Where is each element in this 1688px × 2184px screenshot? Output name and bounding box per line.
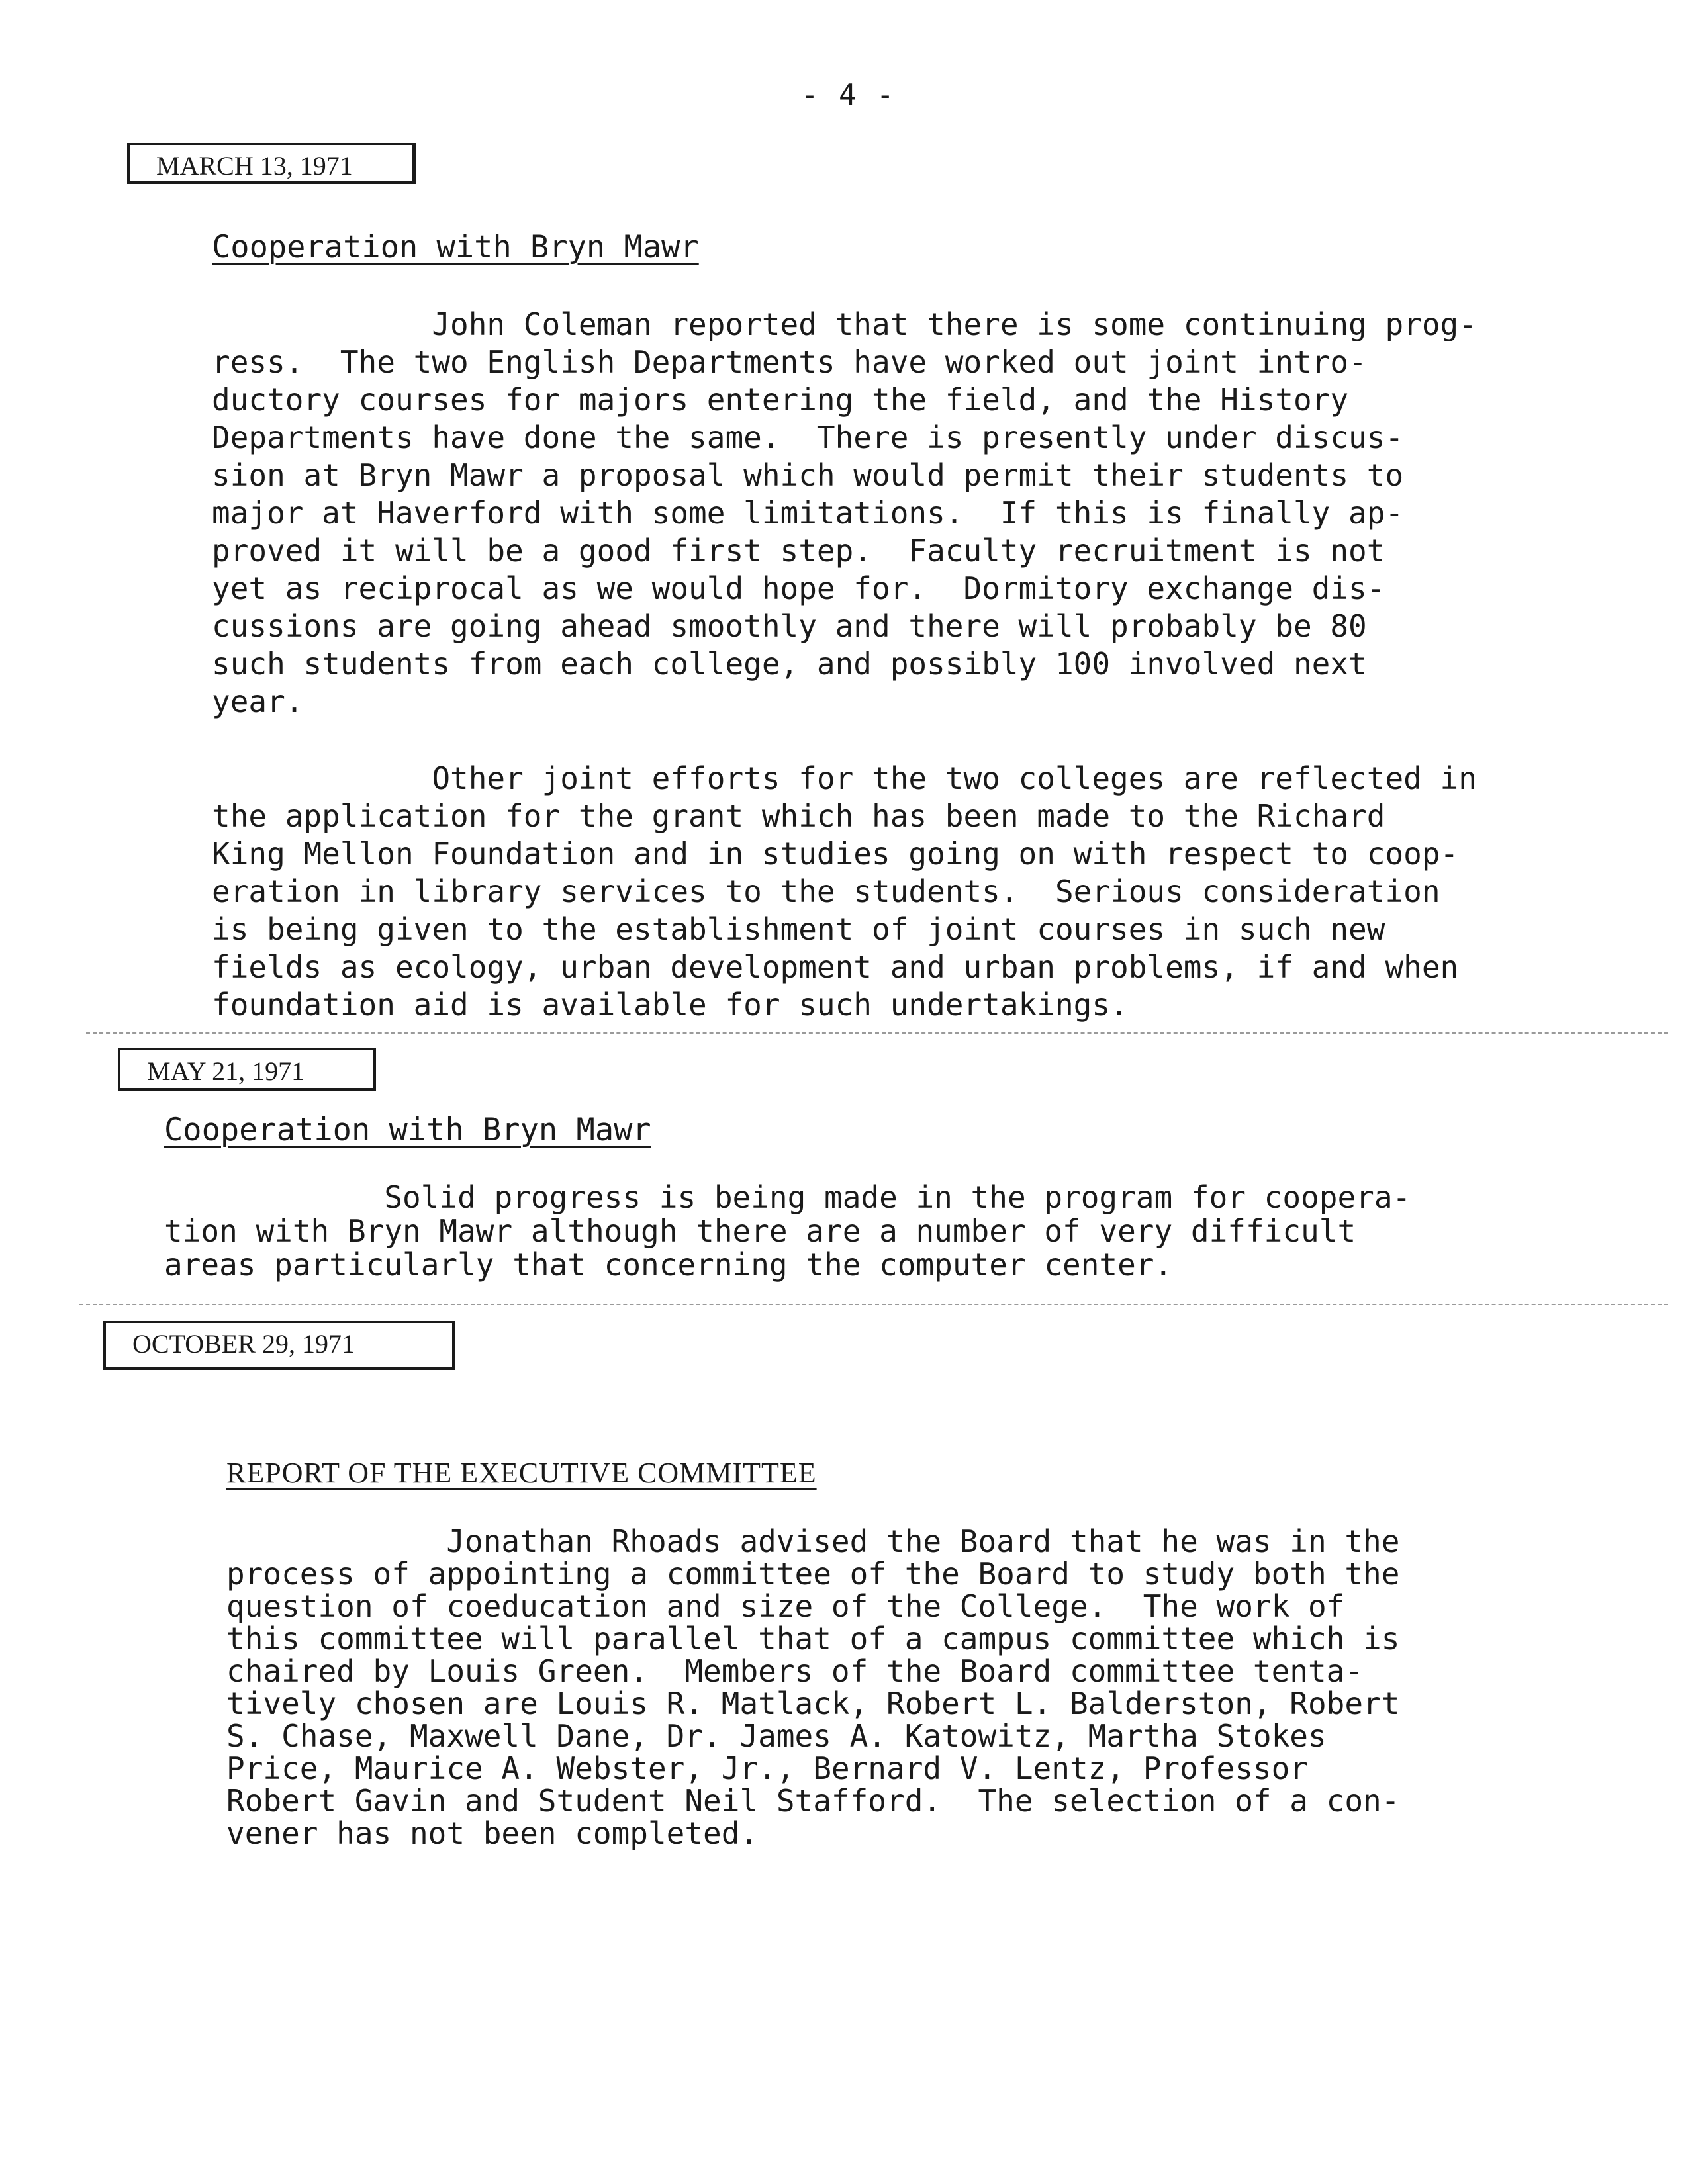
text-line: S. Chase, Maxwell Dane, Dr. James A. Katowitz, Martha Stokes bbox=[226, 1718, 1327, 1754]
paragraph-joint-efforts bbox=[212, 760, 1477, 1024]
date-label: MAY 21, 1971 bbox=[147, 1056, 305, 1086]
paragraph-coleman-report bbox=[212, 306, 1477, 721]
text-line: is being given to the establishment of joint courses in such new bbox=[212, 911, 1385, 947]
text-line: the application for the grant which has been made to the Richard bbox=[212, 798, 1385, 834]
section-divider bbox=[79, 1304, 1668, 1305]
section-heading-executive-committee: REPORT OF THE EXECUTIVE COMMITTEE bbox=[226, 1457, 817, 1489]
text-line: Departments have done the same. There is presently under discus- bbox=[212, 420, 1404, 455]
text-line: major at Haverford with some limitations. If this is finally ap- bbox=[212, 495, 1404, 531]
text-line: John Coleman reported that there is some continuing prog- bbox=[212, 306, 1477, 342]
text-line: yet as reciprocal as we would hope for. Dormitory exchange dis- bbox=[212, 570, 1385, 606]
section-divider bbox=[86, 1032, 1668, 1034]
text-line: process of appointing a committee of the Board to study both the bbox=[226, 1556, 1400, 1592]
text-line: proved it will be a good first step. Faculty recruitment is not bbox=[212, 533, 1385, 569]
date-box-march-13 bbox=[127, 143, 416, 184]
text-line: this committee will parallel that of a campus committee which is bbox=[226, 1621, 1400, 1657]
text-line: such students from each college, and possibly 100 involved next bbox=[212, 646, 1367, 682]
text-line: year. bbox=[212, 684, 304, 719]
text-line: tively chosen are Louis R. Matlack, Robert L. Balderston, Robert bbox=[226, 1686, 1400, 1721]
text-line: Solid progress is being made in the program for coopera- bbox=[164, 1179, 1411, 1215]
paragraph-solid-progress bbox=[164, 1181, 1411, 1282]
text-line: Robert Gavin and Student Neil Stafford. The selection of a con- bbox=[226, 1783, 1400, 1819]
text-line: tion with Bryn Mawr although there are a number of very difficult bbox=[164, 1213, 1356, 1249]
text-line: ductory courses for majors entering the field, and the History bbox=[212, 382, 1349, 418]
page-number: - 4 - bbox=[801, 78, 896, 112]
section-heading-bryn-mawr-may: Cooperation with Bryn Mawr bbox=[164, 1112, 651, 1148]
text-line: Other joint efforts for the two colleges are reflected in bbox=[212, 760, 1477, 796]
text-line: chaired by Louis Green. Members of the Board committee tenta- bbox=[226, 1653, 1364, 1689]
text-line: Price, Maurice A. Webster, Jr., Bernard V. Lentz, Professor bbox=[226, 1751, 1308, 1786]
text-line: Jonathan Rhoads advised the Board that he was in the bbox=[226, 1524, 1400, 1559]
text-line: fields as ecology, urban development and urban problems, if and when bbox=[212, 949, 1459, 985]
text-line: question of coeducation and size of the College. The work of bbox=[226, 1588, 1345, 1624]
text-line: cussions are going ahead smoothly and there will probably be 80 bbox=[212, 608, 1367, 644]
text-line: King Mellon Foundation and in studies going on with respect to coop- bbox=[212, 836, 1459, 872]
text-line: areas particularly that concerning the computer center. bbox=[164, 1247, 1173, 1283]
text-line: foundation aid is available for such undertakings. bbox=[212, 987, 1129, 1023]
text-line: vener has not been completed. bbox=[226, 1815, 759, 1851]
text-line: sion at Bryn Mawr a proposal which would permit their students to bbox=[212, 457, 1404, 493]
section-heading-bryn-mawr-march: Cooperation with Bryn Mawr bbox=[212, 229, 699, 265]
text-line: eration in library services to the students. Serious consideration bbox=[212, 874, 1440, 909]
text-line: ress. The two English Departments have worked out joint intro- bbox=[212, 344, 1367, 380]
date-box-may-21 bbox=[118, 1048, 376, 1091]
date-label: MARCH 13, 1971 bbox=[156, 151, 353, 181]
date-box-october-29 bbox=[103, 1321, 455, 1370]
paragraph-rhoads-committee bbox=[226, 1525, 1399, 1850]
date-label: OCTOBER 29, 1971 bbox=[132, 1329, 355, 1359]
